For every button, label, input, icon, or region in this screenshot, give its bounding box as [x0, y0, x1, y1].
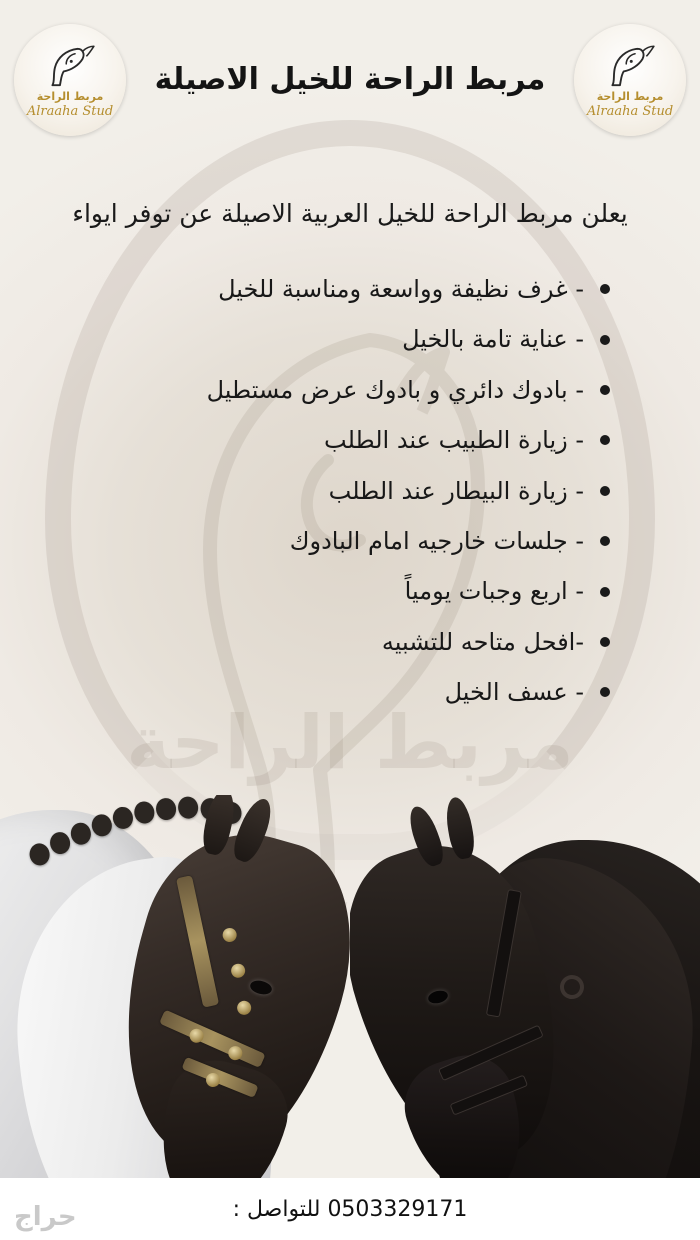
black-horse-photo: [350, 795, 700, 1240]
logo-english-text: Alraaha Stud: [26, 104, 114, 119]
logo-left: [14, 24, 126, 136]
list-item: [40, 264, 610, 314]
feature-text: - عسف الخيل: [444, 678, 584, 707]
logo-arabic-text: مربط الراحة: [596, 90, 664, 103]
feature-text: - بادوك دائري و بادوك عرض مستطيل: [206, 375, 584, 404]
contact-label: للتواصل :: [232, 1196, 321, 1222]
features-list: [0, 264, 700, 718]
bullet-icon: [600, 637, 610, 647]
bullet-icon: [600, 486, 610, 496]
logo-arabic-text: مربط الراحة: [36, 90, 104, 103]
page-title: مربط الراحة للخيل الاصيلة: [154, 61, 546, 97]
feature-text: - اربع وجبات يومياً: [404, 577, 584, 606]
list-item: [40, 566, 610, 616]
horse-head-icon: [598, 45, 662, 89]
feature-text: - عناية تامة بالخيل: [402, 325, 584, 354]
contact-info: [233, 1197, 468, 1222]
bullet-icon: [600, 536, 610, 546]
poster-header: [0, 0, 700, 160]
list-item: [40, 314, 610, 364]
contact-footer: [0, 1178, 700, 1240]
list-item: [40, 667, 610, 717]
logo-right: [574, 24, 686, 136]
logo-english-text: Alraaha Stud: [586, 104, 674, 119]
feature-text: - جلسات خارجيه امام البادوك: [289, 526, 584, 555]
feature-text: -افحل متاحه للتشبيه: [381, 627, 584, 656]
list-item: [40, 516, 610, 566]
feature-text: - غرف نظيفة وواسعة ومناسبة للخيل: [218, 275, 584, 303]
list-item: [40, 415, 610, 465]
intro-text: يعلن مربط الراحة للخيل العربية الاصيلة عن توفر ايواء: [72, 199, 628, 228]
bullet-icon: [600, 385, 610, 395]
contact-phone[interactable]: 0503329171: [327, 1196, 468, 1222]
list-item: [40, 466, 610, 516]
horse-photo-strip: [0, 795, 700, 1240]
horse-head-icon: [38, 45, 102, 89]
grey-horse-photo: [0, 795, 355, 1240]
list-item: [40, 617, 610, 667]
bullet-icon: [600, 335, 610, 345]
list-item: [40, 365, 610, 415]
site-watermark: حراج: [14, 1202, 77, 1232]
feature-text: - زيارة البيطار عند الطلب: [328, 476, 584, 505]
feature-text: - زيارة الطبيب عند الطلب: [324, 426, 584, 455]
bullet-icon: [600, 587, 610, 597]
bullet-icon: [600, 435, 610, 445]
bullet-icon: [600, 284, 610, 294]
background-watermark-arabic: مربط الراحة: [126, 700, 574, 786]
bullet-icon: [600, 687, 610, 697]
